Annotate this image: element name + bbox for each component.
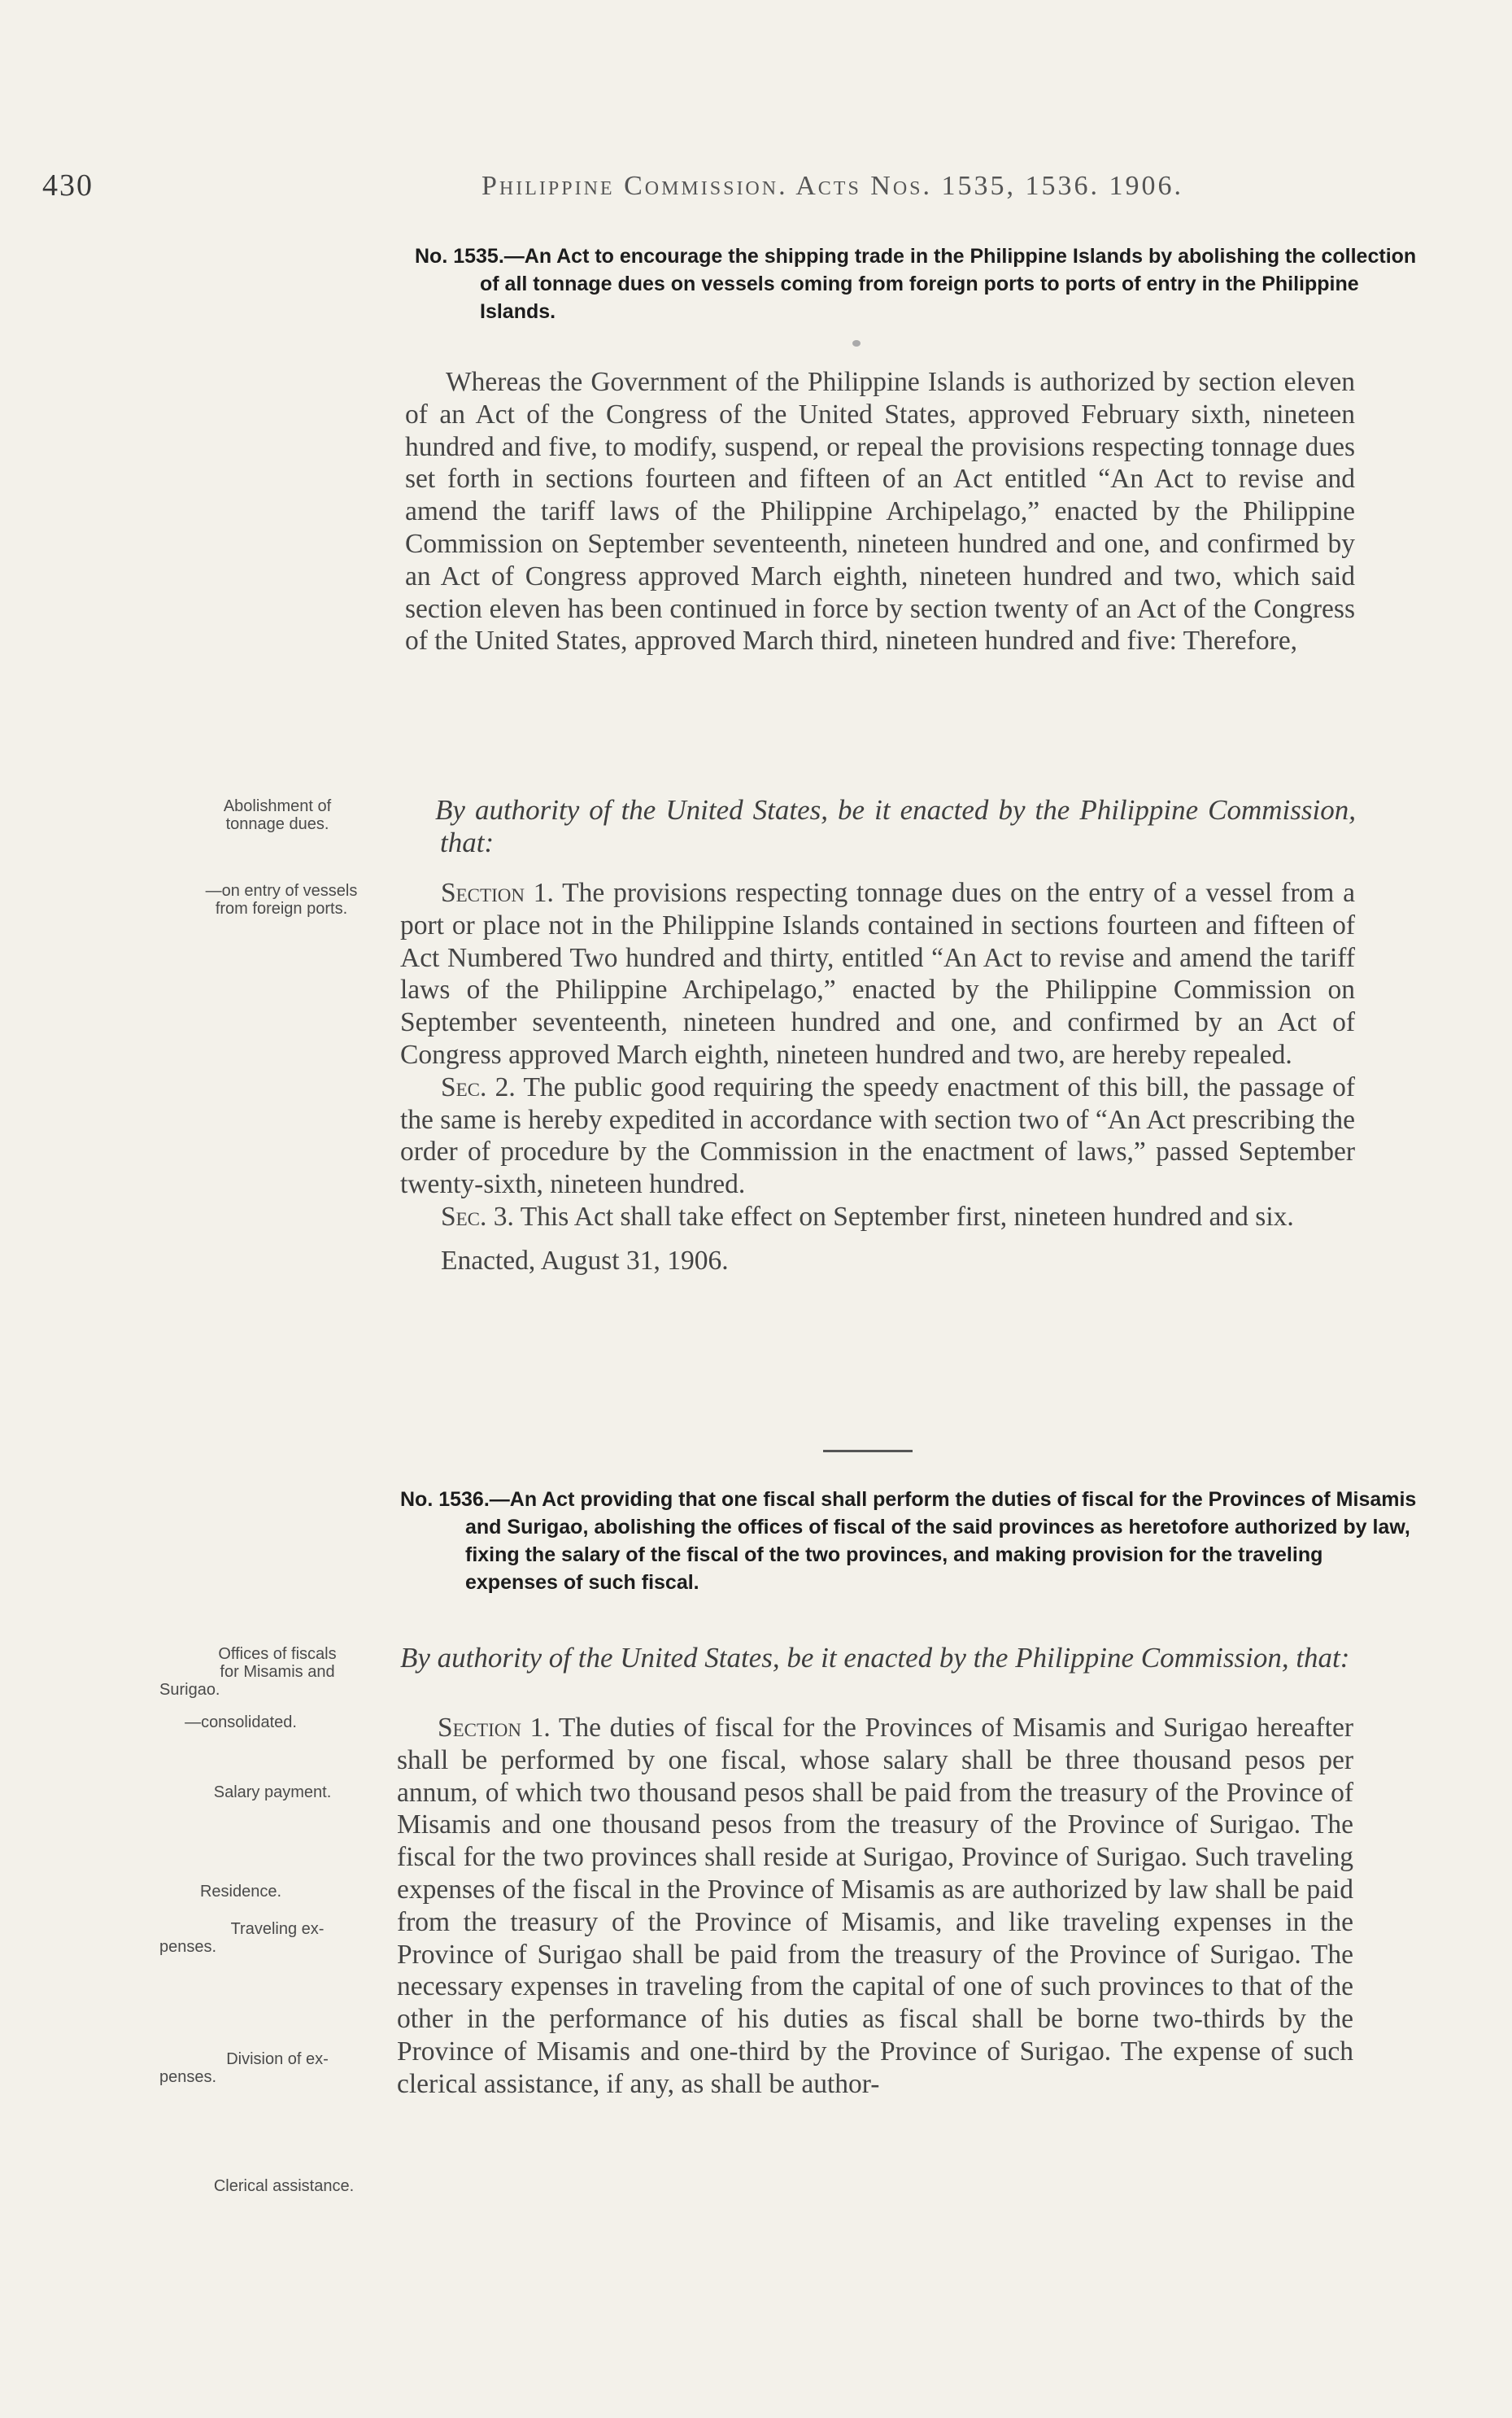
margin-note-residence: Residence.: [199, 1883, 282, 1901]
margin-note-clerical: Clerical assistance.: [213, 2177, 355, 2195]
act-1535-preamble: Whereas the Government of the Philippine Islands is authorized by section eleven of an Act of the Congress of the United States, approved February sixth, nineteen hundred and five, to modify, suspend, or repeal the provisions respecting tonnage dues set forth in sections fourteen and fifteen of an Act entitled “An Act to revise and amend the tariff laws of the Philippine Archipelago,” enacted by the Philippine Commission on September seventeenth, nineteen hundred and one, and confirmed by an Act of Congress approved March eighth, nineteen hundred and two, which said section eleven has been continued in force by section twenty of an Act of the Congress of the United States, approved March third, nineteen hundred and five: Therefore,: [405, 367, 1355, 657]
margin-note-line: —on entry of vessels: [205, 882, 358, 900]
act-1535-enacting-block: [403, 794, 1356, 859]
act-1536-title: No. 1536.—An Act providing that one fiscal shall perform the duties of fiscal for the Provinces of Misamis and Surigao, abolishing the offices of fiscal of the said provinces as heretofore authorized by law, fixing the salary of the fiscal of the two provinces, and making provision for the traveling expenses of such fiscal.: [400, 1488, 1417, 1594]
margin-note-line: Surigao.: [159, 1681, 220, 1699]
margin-note-line: tonnage dues.: [225, 815, 329, 833]
margin-note-line: Abolishment of: [223, 797, 332, 815]
section-2-text: The public good requiring the speedy enactment of this bill, the passage of the same is hereby expedited in accordance with section two of “An Act prescribing the order of procedure by the Commission in the enactment of laws,” passed September twenty-sixth, nineteen hundred.: [400, 1072, 1356, 1200]
section-1-text: The provisions respecting tonnage dues on the entry of a vessel from a port or place not in the Philippine Islands contained in sections fourteen and fifteen of Act Numbered Two hundred and thirty, entitled “An Act to revise and amend the tariff laws of the Philippine Archipelago,” enacted by the Philippine Commission on September seventeenth, nineteen hundred and one, and confirmed by an Act of Congress approved March eighth, nineteen hundred and two, are hereby repealed.: [400, 878, 1355, 1070]
margin-note-line: for Misamis and: [220, 1663, 335, 1681]
margin-note-division: [159, 2050, 395, 2086]
ink-speck: [852, 340, 861, 347]
section-1-label: Section 1.: [438, 1713, 551, 1743]
act-1536-enacting-block: [400, 1642, 1353, 1674]
margin-note-line: Traveling ex-: [230, 1920, 325, 1938]
margin-note-offices: [159, 1645, 395, 1699]
margin-note-consolidated: —consolidated.: [185, 1713, 297, 1731]
margin-note-salary: Salary payment.: [213, 1783, 332, 1801]
margin-note-line: penses.: [159, 1938, 217, 1956]
act-1535-section-2: [400, 1072, 1355, 1201]
section-divider: [823, 1450, 913, 1452]
page-number: 430: [42, 168, 94, 203]
section-1-text: The duties of fiscal for the Provinces of Misamis and Surigao hereafter shall be performed by one fiscal, whose salary shall be three thousand pesos per annum, of which two thousand pesos shall be paid from the treasury of the Province of Misamis and one thousand pesos from the treasury of the Province of Surigao. The fiscal for the two provinces shall reside at Surigao, Province of Surigao. Such traveling expenses of the fiscal in the Province of Misamis as are authorized by law shall be paid from the treasury of the Province of Misamis, and like traveling expenses in the Province of Surigao shall be paid from the treasury of the Province of Surigao. The necessary expenses in traveling from the capital of one of such provinces to that of the other in the performance of his duties as fiscal shall be borne two-thirds by the Province of Misamis and one-third by the Province of Surigao. The expense of such clerical assistance, if any, as shall be author-: [397, 1713, 1353, 2099]
margin-note-entry-of-vessels: [159, 882, 403, 918]
act-1535-preamble-block: [405, 366, 1355, 657]
section-3-label: Sec. 3.: [441, 1201, 514, 1232]
margin-note-line: from foreign ports.: [215, 900, 348, 918]
running-head: Philippine Commission. Acts Nos. 1535, 1536. 1906.: [481, 171, 1184, 201]
act-1536-sections: [397, 1712, 1353, 2101]
margin-note-line: penses.: [159, 2068, 217, 2086]
act-1536-section-1: [397, 1712, 1353, 2101]
act-1535-enacted-date: Enacted, August 31, 1906.: [441, 1245, 729, 1276]
act-1535-section-3: [400, 1201, 1355, 1233]
section-2-label: Sec. 2.: [441, 1072, 516, 1102]
margin-note-line: Offices of fiscals: [218, 1645, 337, 1663]
act-1536-enacting-clause: By authority of the United States, be it enacted by the Philippine Commission, that:: [400, 1642, 1350, 1674]
section-1-label: Section 1.: [441, 878, 554, 908]
act-1535-title: No. 1535.—An Act to encourage the shipping trade in the Philippine Islands by abolishing the collection of all tonnage dues on vessels coming from foreign ports to ports of entry in the Philippine Islands.: [415, 245, 1417, 323]
act-1535-enacting-clause: By authority of the United States, be it enacted by the Philippine Commission, that:: [435, 794, 1356, 858]
act-1535-sections: [400, 877, 1355, 1277]
margin-note-abolishment: [159, 797, 395, 833]
margin-note-traveling: [159, 1920, 395, 1956]
margin-note-line: Division of ex-: [226, 2050, 329, 2068]
act-1535-section-1: [400, 877, 1355, 1072]
section-3-text: This Act shall take effect on September first, nineteen hundred and six.: [520, 1201, 1294, 1232]
